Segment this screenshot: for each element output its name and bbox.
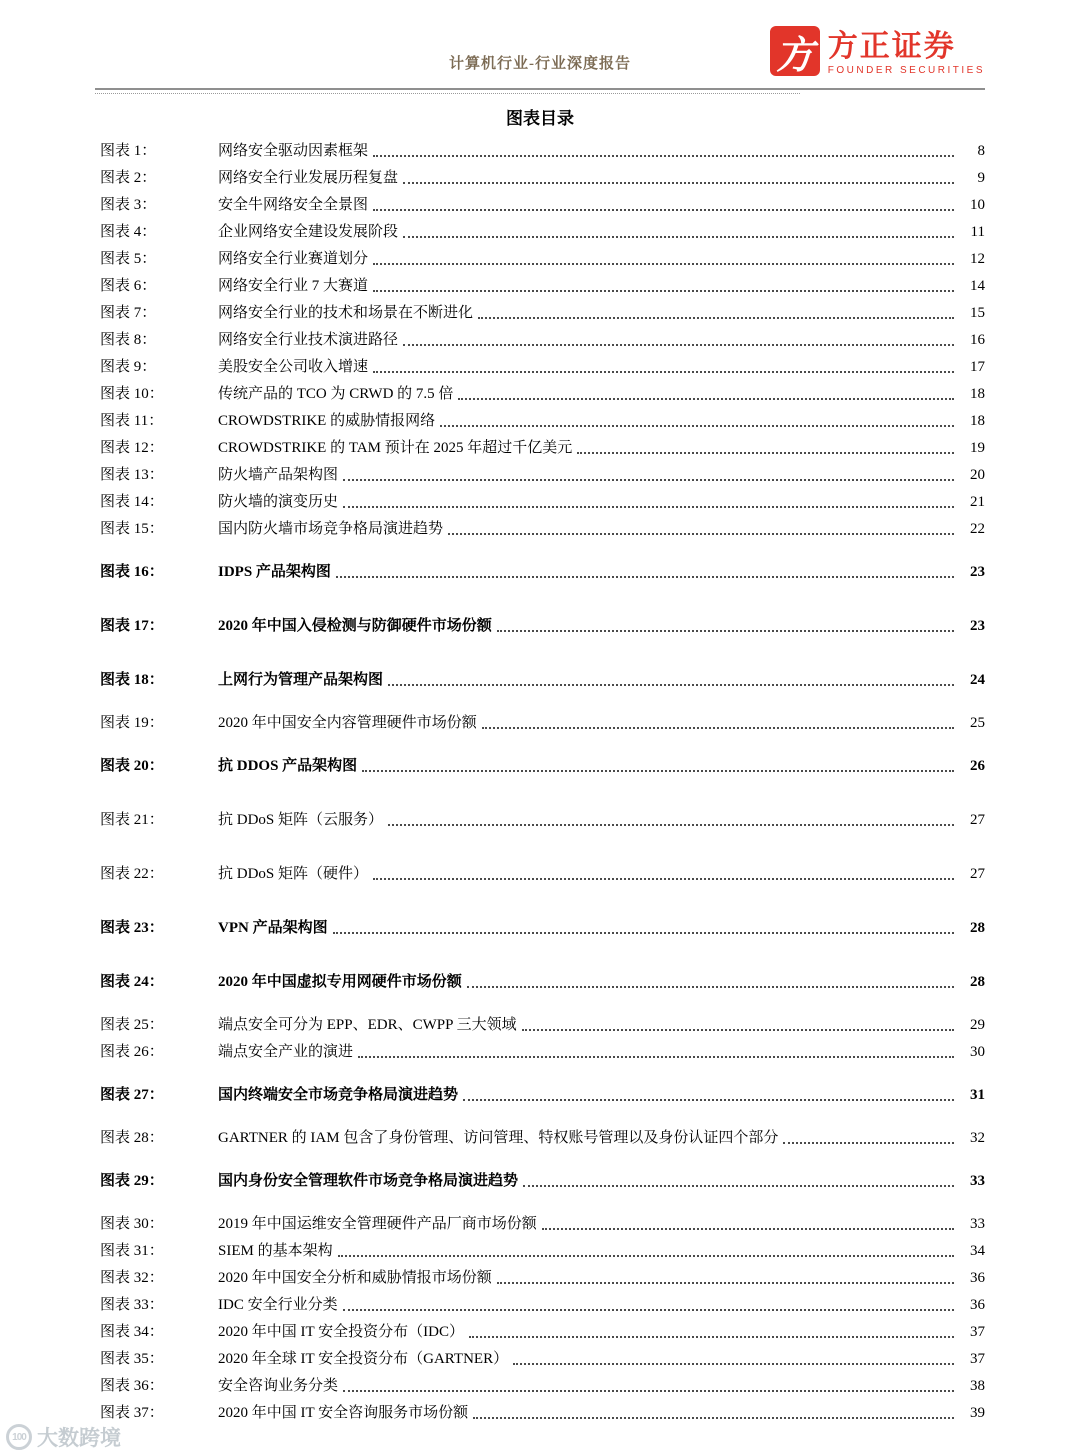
toc-entry (100, 1237, 985, 1264)
toc-entry (100, 752, 985, 779)
toc-entry (100, 1264, 985, 1291)
page-number: 24 (970, 672, 985, 688)
entry-title: VPN 产品架构图 (218, 920, 328, 936)
dot-leader (523, 1185, 954, 1187)
figure-label: 图表 28： (100, 1130, 164, 1146)
dot-leader (373, 371, 954, 373)
watermark-logo-icon: 100 (6, 1424, 32, 1450)
dot-leader (343, 479, 954, 481)
entry-title: 抗 DDoS 矩阵（云服务） (218, 812, 384, 828)
page-number: 37 (970, 1324, 985, 1340)
page-number: 36 (970, 1270, 985, 1286)
entry-title: CROWDSTRIKE 的威胁情报网络 (218, 413, 436, 429)
watermark-text: 大数跨境 (37, 1427, 121, 1450)
toc-entry (100, 380, 985, 407)
figure-label: 图表 36： (100, 1378, 164, 1394)
dot-leader (343, 1309, 954, 1311)
toc-title: 图表目录 (506, 109, 574, 128)
logo-text-block (828, 26, 985, 76)
founder-securities-logo (770, 26, 985, 76)
toc-entry (100, 914, 985, 941)
figure-label: 图表 15： (100, 521, 164, 537)
toc-entry (100, 1167, 985, 1194)
toc-entry (100, 245, 985, 272)
toc-entry (100, 1081, 985, 1108)
figure-label: 图表 34： (100, 1324, 164, 1340)
figure-label: 图表 8： (100, 332, 157, 348)
page-number: 31 (970, 1087, 985, 1103)
entry-title: 网络安全行业的技术和场景在不断进化 (218, 305, 474, 321)
page-number: 28 (970, 974, 985, 990)
dot-leader (343, 1390, 954, 1392)
toc-entry (100, 299, 985, 326)
toc-entry (100, 353, 985, 380)
entry-title: 抗 DDOS 产品架构图 (218, 758, 358, 774)
logo-name-en: FOUNDER SECURITIES (827, 65, 985, 76)
figure-label: 图表 2： (100, 170, 157, 186)
figure-label: 图表 17： (100, 618, 164, 634)
page-number: 37 (970, 1351, 985, 1367)
entry-title: 国内防火墙市场竞争格局演进趋势 (218, 521, 444, 537)
dot-leader (577, 452, 954, 454)
founder-logo-icon: 方 (770, 26, 820, 76)
entry-title: 网络安全驱动因素框架 (218, 143, 369, 159)
toc-entry (100, 666, 985, 693)
dot-leader (403, 182, 954, 184)
dot-leader (497, 1282, 954, 1284)
dot-leader (403, 344, 954, 346)
dot-leader (338, 1255, 954, 1257)
entry-title: 国内身份安全管理软件市场竞争格局演进趋势 (218, 1173, 519, 1189)
entry-title: 2020 年中国安全内容管理硬件市场份额 (218, 715, 477, 731)
page-number: 28 (970, 920, 985, 936)
page-number: 34 (970, 1243, 985, 1259)
page-number: 25 (970, 715, 985, 731)
figure-label: 图表 7： (100, 305, 157, 321)
entry-title: 端点安全可分为 EPP、EDR、CWPP 三大领域 (218, 1017, 517, 1033)
figure-label: 图表 27： (100, 1087, 164, 1103)
entry-title: IDC 安全行业分类 (218, 1297, 338, 1313)
toc-entry (100, 1399, 985, 1426)
page-number: 16 (970, 332, 985, 348)
toc-entry (100, 461, 985, 488)
dot-leader (463, 1099, 954, 1101)
dot-leader (469, 1336, 954, 1338)
toc-entry (100, 1291, 985, 1318)
dot-leader (440, 425, 954, 427)
dot-leader (358, 1056, 954, 1058)
dot-leader (458, 398, 954, 400)
entry-title: 安全牛网络安全全景图 (218, 197, 369, 213)
dot-leader (362, 770, 954, 772)
dot-leader (783, 1142, 954, 1144)
figure-label: 图表 11： (100, 413, 164, 429)
figure-label: 图表 21： (100, 812, 164, 828)
page-number: 23 (970, 618, 985, 634)
dot-leader (373, 155, 954, 157)
entry-title: 抗 DDoS 矩阵（硬件） (218, 866, 369, 882)
page-number: 22 (970, 521, 985, 537)
figure-label: 图表 22： (100, 866, 164, 882)
toc-entry (100, 558, 985, 585)
entry-title: 网络安全行业 7 大赛道 (218, 278, 369, 294)
entry-title: 上网行为管理产品架构图 (218, 672, 384, 688)
figure-label: 图表 20： (100, 758, 164, 774)
figure-label: 图表 26： (100, 1044, 164, 1060)
entry-title: 企业网络安全建设发展阶段 (218, 224, 399, 240)
figure-label: 图表 33： (100, 1297, 164, 1313)
entry-title: 2020 年中国 IT 安全投资分布（IDC） (218, 1324, 464, 1340)
page-number: 11 (970, 224, 985, 240)
dot-leader (497, 630, 954, 632)
dot-leader (403, 236, 954, 238)
figure-label: 图表 32： (100, 1270, 164, 1286)
entry-title: 网络安全行业技术演进路径 (218, 332, 399, 348)
toc-entry (100, 1210, 985, 1237)
figure-label: 图表 1： (100, 143, 157, 159)
entry-title: 2020 年全球 IT 安全投资分布（GARTNER） (218, 1351, 509, 1367)
page-number: 12 (970, 251, 985, 267)
toc-entry (100, 272, 985, 299)
toc-entry (100, 806, 985, 833)
dot-leader (513, 1363, 954, 1365)
page-number: 17 (970, 359, 985, 375)
figure-label: 图表 23： (100, 920, 164, 936)
figure-label: 图表 31： (100, 1243, 164, 1259)
figure-label: 图表 19： (100, 715, 164, 731)
toc-entry (100, 612, 985, 639)
page-number: 20 (970, 467, 985, 483)
page-number: 33 (970, 1173, 985, 1189)
figure-label: 图表 12： (100, 440, 164, 456)
page-number: 32 (970, 1130, 985, 1146)
entry-title: 传统产品的 TCO 为 CRWD 的 7.5 倍 (218, 386, 454, 402)
entry-title: 2020 年中国安全分析和威胁情报市场份额 (218, 1270, 492, 1286)
page-number: 18 (970, 413, 985, 429)
figure-label: 图表 13： (100, 467, 164, 483)
entry-title: 2020 年中国入侵检测与防御硬件市场份额 (218, 618, 492, 634)
figure-label: 图表 3： (100, 197, 157, 213)
figure-label: 图表 16： (100, 564, 164, 580)
entry-title: 安全咨询业务分类 (218, 1378, 339, 1394)
page-number: 21 (970, 494, 985, 510)
page-number: 23 (970, 564, 985, 580)
toc-entry (100, 1011, 985, 1038)
toc-entry (100, 709, 985, 736)
entry-title: IDPS 产品架构图 (218, 564, 331, 580)
dot-leader (333, 932, 954, 934)
dot-leader (336, 576, 954, 578)
page-number: 15 (970, 305, 985, 321)
dot-leader (373, 263, 954, 265)
watermark (6, 1422, 121, 1452)
toc-entry (100, 218, 985, 245)
header-divider (95, 88, 985, 90)
toc-entry (100, 326, 985, 353)
figure-label: 图表 25： (100, 1017, 164, 1033)
entry-title: 美股安全公司收入增速 (218, 359, 369, 375)
figure-label: 图表 30： (100, 1216, 164, 1232)
figure-label: 图表 5： (100, 251, 157, 267)
toc-entry (100, 164, 985, 191)
toc-entry (100, 860, 985, 887)
dot-leader (373, 209, 954, 211)
figure-label: 图表 24： (100, 974, 164, 990)
figure-label: 图表 37： (100, 1405, 164, 1421)
entry-title: 网络安全行业赛道划分 (218, 251, 369, 267)
page-number: 29 (970, 1017, 985, 1033)
page-header (95, 0, 985, 88)
dot-leader (478, 317, 954, 319)
toc-entry (100, 1372, 985, 1399)
logo-name-cn: 方正证券 (827, 30, 956, 63)
toc-entry (100, 488, 985, 515)
page-number: 27 (970, 812, 985, 828)
toc-entry (100, 1345, 985, 1372)
figure-label: 图表 6： (100, 278, 157, 294)
figure-label: 图表 14： (100, 494, 164, 510)
page-number: 26 (970, 758, 985, 774)
header-dotted-divider (95, 93, 800, 94)
figure-label: 图表 18： (100, 672, 164, 688)
figure-label: 图表 9： (100, 359, 157, 375)
figure-label: 图表 10： (100, 386, 164, 402)
page-number: 9 (977, 170, 985, 186)
page-number: 30 (970, 1044, 985, 1060)
dot-leader (388, 684, 954, 686)
page-number: 8 (977, 143, 985, 159)
figure-label: 图表 29： (100, 1173, 164, 1189)
dot-leader (482, 727, 954, 729)
page-number: 19 (970, 440, 985, 456)
toc-entry (100, 1038, 985, 1065)
entry-title: 防火墙产品架构图 (218, 467, 339, 483)
dot-leader (343, 506, 954, 508)
entry-title: GARTNER 的 IAM 包含了身份管理、访问管理、特权账号管理以及身份认证四个部分 (218, 1130, 779, 1146)
report-type-title: 计算机行业-行业深度报告 (449, 56, 631, 72)
entry-title: 端点安全产业的演进 (218, 1044, 354, 1060)
dot-leader (522, 1029, 954, 1031)
page-number: 18 (970, 386, 985, 402)
entry-title: 网络安全行业发展历程复盘 (218, 170, 399, 186)
page-number: 33 (970, 1216, 985, 1232)
page-number: 27 (970, 866, 985, 882)
toc-entry (100, 137, 985, 164)
figure-label: 图表 35： (100, 1351, 164, 1367)
entry-title: 2020 年中国虚拟专用网硬件市场份额 (218, 974, 462, 990)
dot-leader (467, 986, 954, 988)
toc-entry (100, 515, 985, 542)
entry-title: 防火墙的演变历史 (218, 494, 339, 510)
toc-entry (100, 191, 985, 218)
entry-title: 2020 年中国 IT 安全咨询服务市场份额 (218, 1405, 469, 1421)
page-number: 36 (970, 1297, 985, 1313)
dot-leader (373, 878, 954, 880)
toc-entry (100, 434, 985, 461)
toc-entry (100, 1318, 985, 1345)
dot-leader (388, 824, 954, 826)
toc-list (95, 137, 985, 1426)
toc-entry (100, 1124, 985, 1151)
page-number: 10 (970, 197, 985, 213)
dot-leader (542, 1228, 954, 1230)
dot-leader (373, 290, 954, 292)
dot-leader (448, 533, 954, 535)
entry-title: 2019 年中国运维安全管理硬件产品厂商市场份额 (218, 1216, 537, 1232)
toc-entry (100, 968, 985, 995)
entry-title: 国内终端安全市场竞争格局演进趋势 (218, 1087, 459, 1103)
entry-title: CROWDSTRIKE 的 TAM 预计在 2025 年超过千亿美元 (218, 440, 573, 456)
toc-entry (100, 407, 985, 434)
figure-label: 图表 4： (100, 224, 157, 240)
page-number: 39 (970, 1405, 985, 1421)
dot-leader (473, 1417, 954, 1419)
page-number: 38 (970, 1378, 985, 1394)
page-number: 14 (970, 278, 985, 294)
entry-title: SIEM 的基本架构 (218, 1243, 333, 1259)
